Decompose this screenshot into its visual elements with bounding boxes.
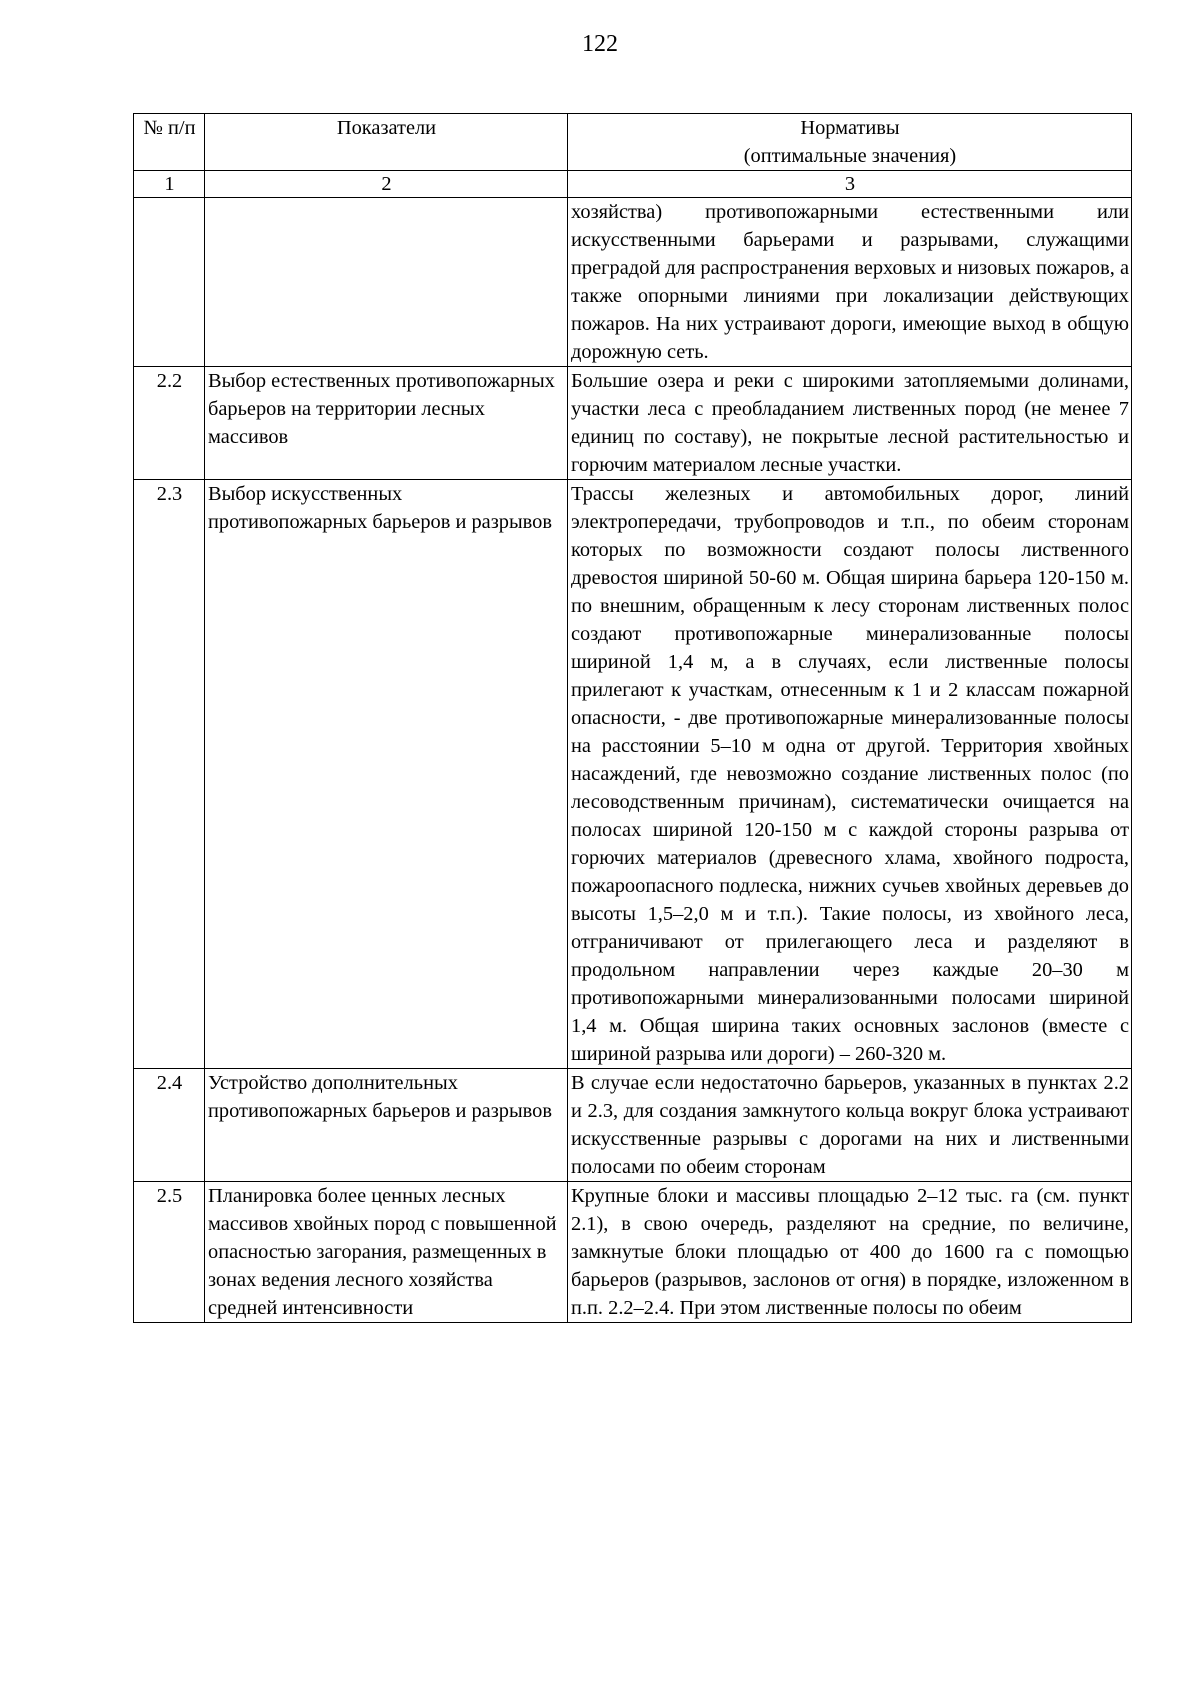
row-number: 2.5 bbox=[134, 1182, 205, 1323]
table-row bbox=[134, 480, 1132, 1069]
header-norms-subtitle: (оптимальные значения) bbox=[743, 145, 957, 167]
row-norm: хозяйства) противопожарными естественными или искусственными барьерами и разрывами, служащими преградой для распространения верховых и низовых пожаров, а также опорными линиями при локализации действующих пожаров. На них устраивают дороги, имеющие выход в общую дорожную сеть. bbox=[568, 198, 1132, 367]
row-indicator: Выбор искусственных противопожарных барьеров и разрывов bbox=[205, 480, 568, 1069]
table-header-row bbox=[134, 114, 1132, 171]
column-index: 2 bbox=[205, 171, 568, 198]
header-num: № п/п bbox=[134, 114, 205, 171]
header-norms bbox=[568, 114, 1132, 171]
row-norm: Крупные блоки и массивы площадью 2–12 тыс. га (см. пункт 2.1), в свою очередь, разделяют на средние, по величине, замкнутые блоки площадью от 400 до 1600 га с помощью барьеров (разрывов, заслонов от огня) в порядке, изложенном в п.п. 2.2–2.4. При этом лиственные полосы по обеим bbox=[568, 1182, 1132, 1323]
row-number bbox=[134, 198, 205, 367]
table-row bbox=[134, 1182, 1132, 1323]
row-number: 2.4 bbox=[134, 1069, 205, 1182]
row-norm: Большие озера и реки с широкими затопляемыми долинами, участки леса с преобладанием лиственных пород (не менее 7 единиц по составу), не покрытые лесной растительностью и горючим материалом лесные участки. bbox=[568, 367, 1132, 480]
row-indicator: Устройство дополнительных противопожарных барьеров и разрывов bbox=[205, 1069, 568, 1182]
page-number: 122 bbox=[582, 31, 618, 57]
row-indicator: Выбор естественных противопожарных барьеров на территории лесных массивов bbox=[205, 367, 568, 480]
row-number: 2.3 bbox=[134, 480, 205, 1069]
table-row bbox=[134, 198, 1132, 367]
row-norm: Трассы железных и автомобильных дорог, линий электропередачи, трубопроводов и т.п., по обеим сторонам которых по возможности создают полосы лиственного древостоя шириной 50-60 м. Общая ширина барьера 120-150 м. по внешним, обращенным к лесу сторонам лиственных полос создают противопожарные минерализованные полосы шириной 1,4 м, а в случаях, если лиственные полосы прилегают к участкам, отнесенным к 1 и 2 классам пожарной опасности, - две противопожарные минерализованные полосы на расстоянии 5–10 м одна от другой. Территория хвойных насаждений, где невозможно создание лиственных полос (по лесоводственным причинам), систематически очищается на полосах шириной 120-150 м с каждой стороны разрыва от горючих материалов (древесного хлама, хвойного подроста, пожароопасного подлеска, нижних сучьев хвойных деревьев до высоты 1,5–2,0 м и т.п.). Такие полосы, из хвойного леса, отграничивают от прилегающего леса и разделяют в продольном направлении через каждые 20–30 м противопожарными минерализованными полосами шириной 1,4 м. Общая ширина таких основных заслонов (вместе с шириной разрыва или дороги) – 260-320 м. bbox=[568, 480, 1132, 1069]
header-indicators: Показатели bbox=[205, 114, 568, 171]
norms-table bbox=[133, 113, 1132, 1323]
row-indicator: Планировка более ценных лесных массивов хвойных пород с повышенной опасностью загорания, размещенных в зонах ведения лесного хозяйства средней интенсивности bbox=[205, 1182, 568, 1323]
column-index: 3 bbox=[568, 171, 1132, 198]
row-indicator bbox=[205, 198, 568, 367]
row-norm: В случае если недостаточно барьеров, указанных в пунктах 2.2 и 2.3, для создания замкнутого кольца вокруг блока устраивают искусственные разрывы с дорогами на них и лиственными полосами по обеим сторонам bbox=[568, 1069, 1132, 1182]
header-norms-title: Нормативы bbox=[800, 117, 900, 139]
column-index: 1 bbox=[134, 171, 205, 198]
table-row bbox=[134, 367, 1132, 480]
row-number: 2.2 bbox=[134, 367, 205, 480]
column-index-row bbox=[134, 171, 1132, 198]
table-row bbox=[134, 1069, 1132, 1182]
